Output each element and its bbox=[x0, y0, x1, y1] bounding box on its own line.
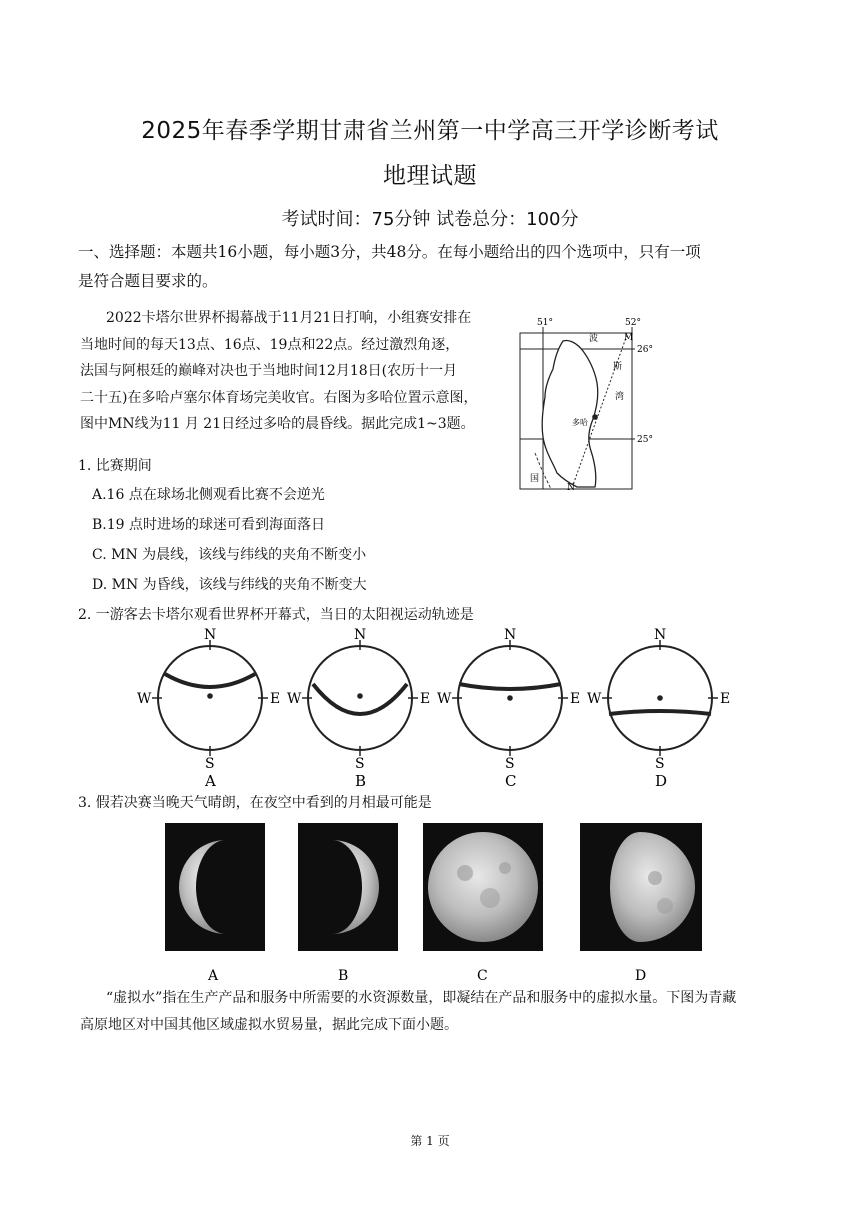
sea-char-1: 波 bbox=[589, 334, 599, 344]
sun-path-option-a bbox=[137, 628, 280, 790]
compass-n-b: N bbox=[354, 628, 367, 643]
compass-n-d: N bbox=[654, 628, 667, 643]
diagram-label-d: D bbox=[655, 772, 668, 790]
sun-path-diagrams bbox=[135, 628, 735, 793]
compass-w-d: W bbox=[587, 691, 602, 707]
q1-option-d: D. MN 为昏线，该线与纬线的夹角不断变大 bbox=[92, 577, 367, 593]
page-number: 第 1 页 bbox=[410, 1134, 450, 1148]
compass-e-b: E bbox=[420, 691, 431, 707]
subject-title: 地理试题 bbox=[383, 163, 477, 189]
moon-label-c: C bbox=[477, 968, 488, 984]
compass-e-d: E bbox=[720, 691, 731, 707]
compass-s-a: S bbox=[205, 756, 215, 772]
passage-2-line-1: “虚拟水”指在生产产品和服务中所需要的水资源数量，即凝结在产品和服务中的虚拟水量。下图为青藏 bbox=[106, 990, 737, 1006]
compass-n-c: N bbox=[504, 628, 517, 643]
moon-phase-b bbox=[298, 823, 398, 984]
moon-phase-d bbox=[580, 823, 702, 984]
compass-s-d: S bbox=[655, 756, 665, 772]
section-intro-line-2: 是符合题目要求的。 bbox=[78, 272, 218, 290]
compass-w-a: W bbox=[137, 691, 152, 707]
doha-point bbox=[592, 414, 598, 420]
sea-char-3: 湾 bbox=[615, 392, 625, 402]
section-intro bbox=[78, 238, 783, 296]
diagram-label-c: C bbox=[505, 772, 517, 790]
passage-1 bbox=[80, 305, 510, 438]
moon-label-b: B bbox=[338, 968, 349, 984]
lon-label-51: 51° bbox=[537, 318, 553, 328]
compass-s-b: S bbox=[355, 756, 365, 772]
moon-phase-a bbox=[165, 823, 265, 984]
question-2-stem: 2. 一游客去卡塔尔观看世界杯开幕式，当日的太阳视运动轨迹是 bbox=[78, 607, 474, 623]
compass-e-a: E bbox=[270, 691, 281, 707]
sun-path-option-c bbox=[437, 628, 580, 790]
moon-phase-images bbox=[160, 818, 705, 986]
passage-1-line: 法国与阿根廷的巅峰对决也于当地时间12月18日(农历十一月 bbox=[80, 363, 458, 379]
doha-label: 多哈 bbox=[572, 418, 588, 427]
q1-option-a: A.16 点在球场北侧观看比赛不会逆光 bbox=[92, 487, 325, 503]
diagram-label-a: A bbox=[205, 772, 216, 790]
compass-s-c: S bbox=[505, 756, 515, 772]
lon-label-52: 52° bbox=[625, 318, 641, 328]
passage-2-line-2: 高原地区对中国其他区域虚拟水贸易量，据此完成下面小题。 bbox=[80, 1016, 458, 1033]
passage-2 bbox=[80, 985, 785, 1038]
country-label: 国 bbox=[530, 474, 540, 484]
moon-label-d: D bbox=[635, 968, 647, 984]
passage-1-line: 二十五)在多哈卢塞尔体育场完美收官。右图为多哈位置示意图， bbox=[80, 389, 478, 406]
lat-label-26: 26° bbox=[637, 345, 653, 355]
compass-n-a: N bbox=[204, 628, 217, 643]
lat-label-25: 25° bbox=[637, 435, 653, 445]
q1-option-b: B.19 点时进场的球迷可看到海面落日 bbox=[92, 517, 326, 533]
point-n-label: N bbox=[567, 483, 575, 493]
doha-location-map bbox=[515, 313, 665, 493]
diagram-label-b: B bbox=[355, 772, 367, 790]
sea-char-2: 斯 bbox=[613, 362, 623, 372]
sun-path-option-b bbox=[287, 628, 430, 790]
moon-label-a: A bbox=[208, 968, 219, 984]
passage-1-line: 当地时间的每天13点、16点、19点和22点。经过激烈角逐， bbox=[80, 336, 460, 353]
compass-w-c: W bbox=[437, 691, 452, 707]
compass-w-b: W bbox=[287, 691, 302, 707]
exam-info: 考试时间：75分钟 试卷总分：100分 bbox=[281, 209, 579, 230]
passage-1-line: 图中MN线为11 月 21日经过多哈的晨昏线。据此完成1~3题。 bbox=[80, 416, 475, 432]
qatar-outline bbox=[542, 340, 598, 487]
question-3-stem: 3. 假若决赛当晚天气晴朗，在夜空中看到的月相最可能是 bbox=[78, 795, 432, 811]
q1-option-c: C. MN 为晨线，该线与纬线的夹角不断变小 bbox=[92, 547, 367, 563]
exam-title: 2025年春季学期甘肃省兰州第一中学高三开学诊断考试 bbox=[141, 118, 719, 144]
section-intro-line-1: 一、选择题：本题共16小题，每小题3分，共48分。在每小题给出的四个选项中，只有一项 bbox=[78, 243, 701, 261]
question-1-stem: 1. 比赛期间 bbox=[78, 458, 152, 474]
point-m-label: M bbox=[624, 333, 634, 343]
moon-phase-c bbox=[423, 823, 543, 984]
sun-path-option-d bbox=[587, 628, 730, 790]
compass-e-c: E bbox=[570, 691, 581, 707]
passage-1-line: 2022卡塔尔世界杯揭幕战于11月21日打响，小组赛安排在 bbox=[106, 310, 472, 326]
